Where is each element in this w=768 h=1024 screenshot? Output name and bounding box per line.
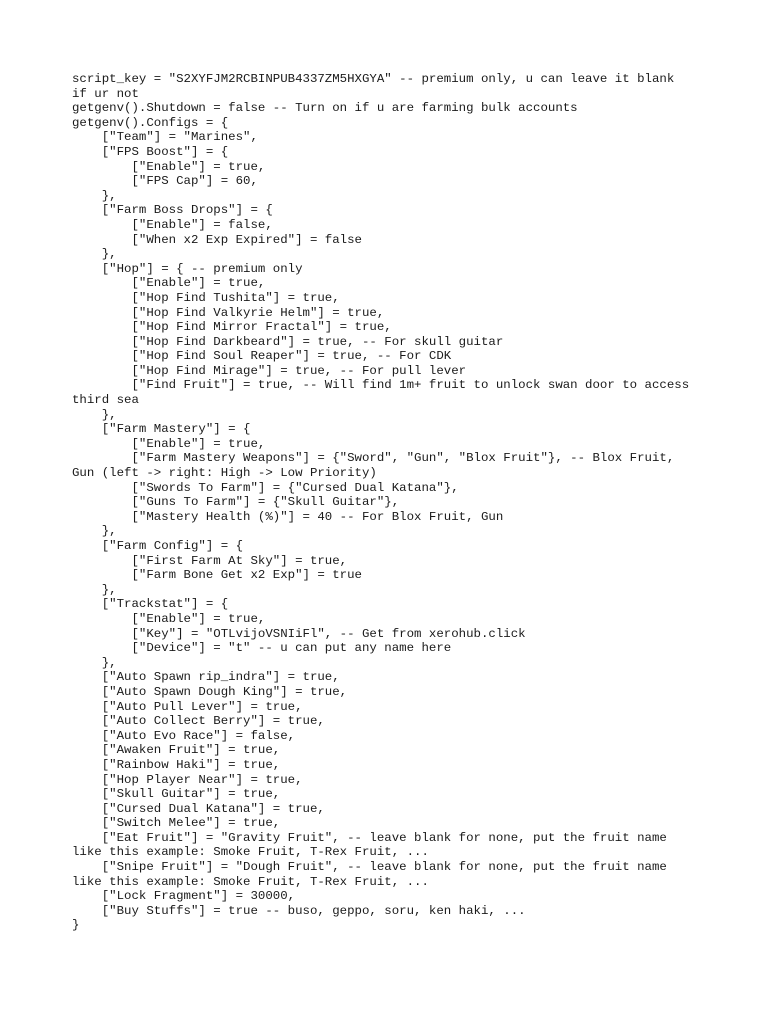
code-line: ["When x2 Exp Expired"] = false (72, 232, 362, 247)
code-line: ["Enable"] = true, (72, 436, 266, 451)
code-line: ["Device"] = "t" -- u can put any name here (72, 641, 452, 656)
code-line: }, (72, 188, 117, 203)
code-line: ["Switch Melee"] = true, (72, 816, 281, 831)
code-line: ["Farm Boss Drops"] = { (72, 203, 273, 218)
code-line: ["Enable"] = true, (72, 276, 266, 291)
code-line: if ur not (72, 86, 139, 101)
code-line: ["Auto Evo Race"] = false, (72, 728, 296, 743)
code-line: }, (72, 582, 117, 597)
code-line: ["Find Fruit"] = true, -- Will find 1m+ fruit to unlock swan door to access (72, 378, 690, 393)
code-line: ["Enable"] = true, (72, 159, 266, 174)
code-line: getgenv().Configs = { (72, 115, 229, 130)
code-line: ["Auto Pull Lever"] = true, (72, 699, 303, 714)
code-line: like this example: Smoke Fruit, T-Rex Fruit, ... (72, 874, 429, 889)
code-line: ["Trackstat"] = { (72, 597, 229, 612)
code-line: }, (72, 655, 117, 670)
code-line: ["Snipe Fruit"] = "Dough Fruit", -- leave blank for none, put the fruit name (72, 860, 667, 875)
code-line: ["Hop Find Valkyrie Helm"] = true, (72, 305, 385, 320)
code-line: ["Lock Fragment"] = 30000, (72, 889, 296, 904)
code-line: ["Team"] = "Marines", (72, 130, 258, 145)
code-line: ["Hop Find Soul Reaper"] = true, -- For CDK (72, 349, 452, 364)
document-page (72, 72, 712, 933)
code-line: ["Enable"] = false, (72, 217, 273, 232)
code-line: ["Hop Player Near"] = true, (72, 772, 303, 787)
code-line: ["Auto Spawn Dough King"] = true, (72, 684, 348, 699)
code-line: ["FPS Cap"] = 60, (72, 174, 258, 189)
code-line: script_key = "S2XYFJM2RCBINPUB4337ZM5HXGYA" -- premium only, u can leave it blank (72, 72, 675, 86)
code-line: ["Hop"] = { -- premium only (72, 261, 303, 276)
code-line: third sea (72, 393, 139, 408)
code-line: ["Hop Find Tushita"] = true, (72, 290, 340, 305)
code-line: ["Buy Stuffs"] = true -- buso, geppo, soru, ken haki, ... (72, 903, 526, 918)
code-line: ["Mastery Health (%)"] = 40 -- For Blox Fruit, Gun (72, 509, 504, 524)
code-line: ["Farm Bone Get x2 Exp"] = true (72, 568, 362, 583)
code-line: ["Auto Spawn rip_indra"] = true, (72, 670, 340, 685)
code-line: ["First Farm At Sky"] = true, (72, 553, 348, 568)
code-line: ["Cursed Dual Katana"] = true, (72, 801, 325, 816)
code-line: ["Enable"] = true, (72, 611, 266, 626)
code-line: }, (72, 407, 117, 422)
code-line: ["Farm Mastery"] = { (72, 422, 251, 437)
code-line: Gun (left -> right: High -> Low Priority) (72, 466, 377, 481)
code-block (72, 72, 712, 933)
code-line: ["Swords To Farm"] = {"Cursed Dual Katana"}, (72, 480, 459, 495)
code-line: like this example: Smoke Fruit, T-Rex Fruit, ... (72, 845, 429, 860)
code-line: ["Rainbow Haki"] = true, (72, 757, 281, 772)
code-line: ["Hop Find Darkbeard"] = true, -- For skull guitar (72, 334, 504, 349)
code-line: ["Awaken Fruit"] = true, (72, 743, 281, 758)
code-line: ["Farm Mastery Weapons"] = {"Sword", "Gun", "Blox Fruit"}, -- Blox Fruit, (72, 451, 675, 466)
code-line: getgenv().Shutdown = false -- Turn on if u are farming bulk accounts (72, 101, 578, 116)
code-line: }, (72, 524, 117, 539)
code-line: ["Eat Fruit"] = "Gravity Fruit", -- leave blank for none, put the fruit name (72, 830, 667, 845)
code-line: ["Skull Guitar"] = true, (72, 787, 281, 802)
code-line: ["Key"] = "OTLvijoVSNIiFl", -- Get from xerohub.click (72, 626, 526, 641)
code-line: ["FPS Boost"] = { (72, 144, 229, 159)
code-line: }, (72, 247, 117, 262)
code-line: ["Hop Find Mirage"] = true, -- For pull lever (72, 363, 467, 378)
code-line: ["Farm Config"] = { (72, 539, 244, 553)
code-line: } (72, 918, 80, 933)
code-line: ["Auto Collect Berry"] = true, (72, 714, 325, 729)
code-line: ["Guns To Farm"] = {"Skull Guitar"}, (72, 495, 400, 510)
code-line: ["Hop Find Mirror Fractal"] = true, (72, 320, 392, 335)
